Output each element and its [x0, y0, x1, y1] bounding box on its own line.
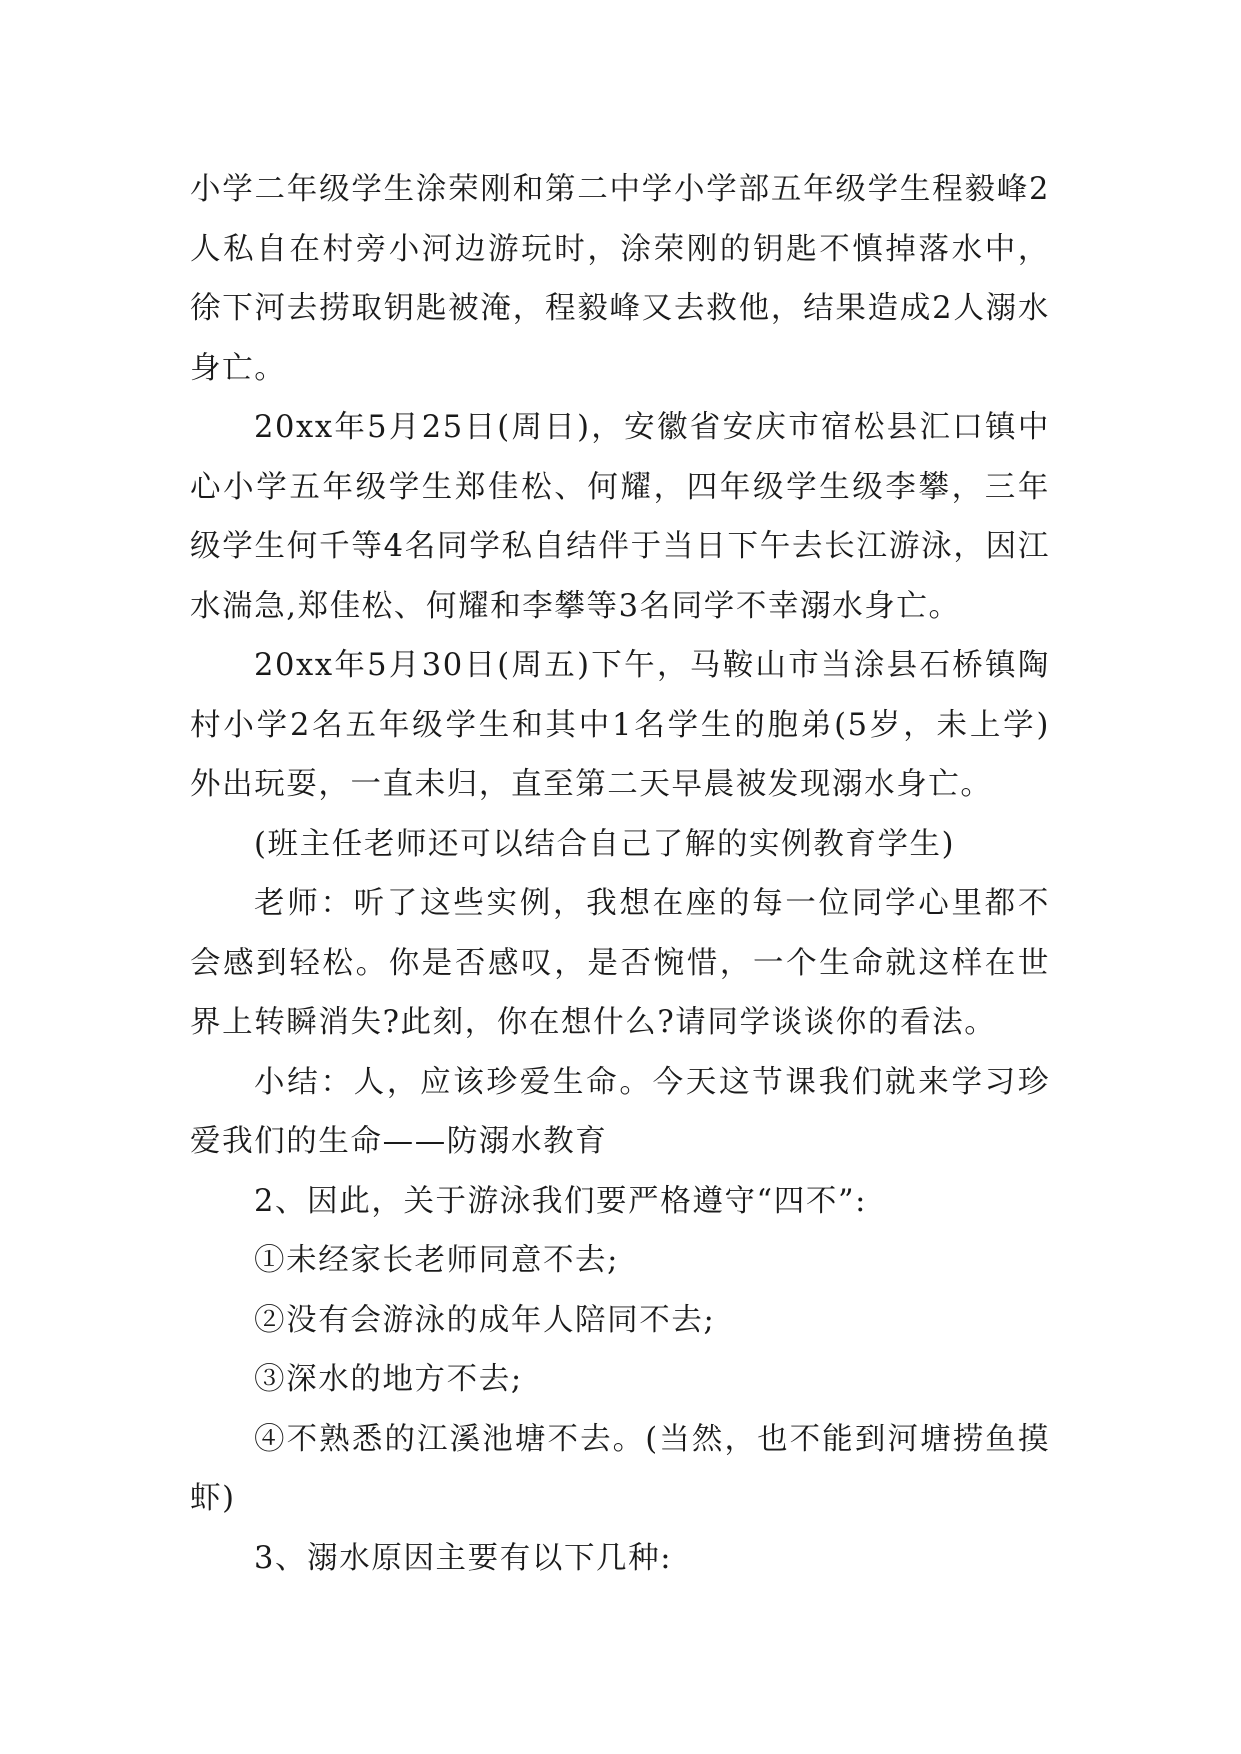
paragraph-rule-2: ②没有会游泳的成年人陪同不去;: [254, 1302, 716, 1338]
paragraph-incident-3: 20xx年5月30日(周五)下午，马鞍山市当涂县石桥镇陶村小学2名五年级学生和其中1名学生的胞弟(5岁，未上学)外出玩耍，一直未归，直至第二天早晨被发现溺水身亡。: [190, 648, 1050, 802]
paragraph-teacher-note: (班主任老师还可以结合自己了解的实例教育学生): [254, 826, 956, 862]
paragraph-causes-heading: 3、溺水原因主要有以下几种:: [254, 1540, 673, 1576]
document-body: [190, 160, 1050, 1588]
paragraph-summary: 小结：人，应该珍爱生命。今天这节课我们就来学习珍爱我们的生命——防溺水教育: [190, 1064, 1050, 1159]
paragraph-four-rules-heading: 2、因此，关于游泳我们要严格遵守“四不”:: [254, 1183, 868, 1219]
paragraph-rule-1: ①未经家长老师同意不去;: [254, 1243, 620, 1278]
paragraph-incident-2: 20xx年5月25日(周日)，安徽省安庆市宿松县汇口镇中心小学五年级学生郑佳松、何耀，四年级学生级李攀，三年级学生何千等4名同学私自结伴于当日下午去长江游泳，因江水湍急,郑佳松、何耀和李攀等3名同学不幸溺水身亡。: [190, 410, 1050, 624]
paragraph-teacher-remarks: 老师：听了这些实例，我想在座的每一位同学心里都不会感到轻松。你是否感叹，是否惋惜，一个生命就这样在世界上转瞬消失?此刻，你在想什么?请同学谈谈你的看法。: [190, 886, 1050, 1040]
paragraph-rule-3: ③深水的地方不去;: [254, 1362, 523, 1397]
paragraph-incident-1: 小学二年级学生涂荣刚和第二中学小学部五年级学生程毅峰2人私自在村旁小河边游玩时，涂荣刚的钥匙不慎掉落水中，徐下河去捞取钥匙被淹，程毅峰又去救他，结果造成2人溺水身亡。: [190, 172, 1050, 386]
paragraph-rule-4: ④不熟悉的江溪池塘不去。(当然，也不能到河塘捞鱼摸虾): [190, 1421, 1050, 1516]
